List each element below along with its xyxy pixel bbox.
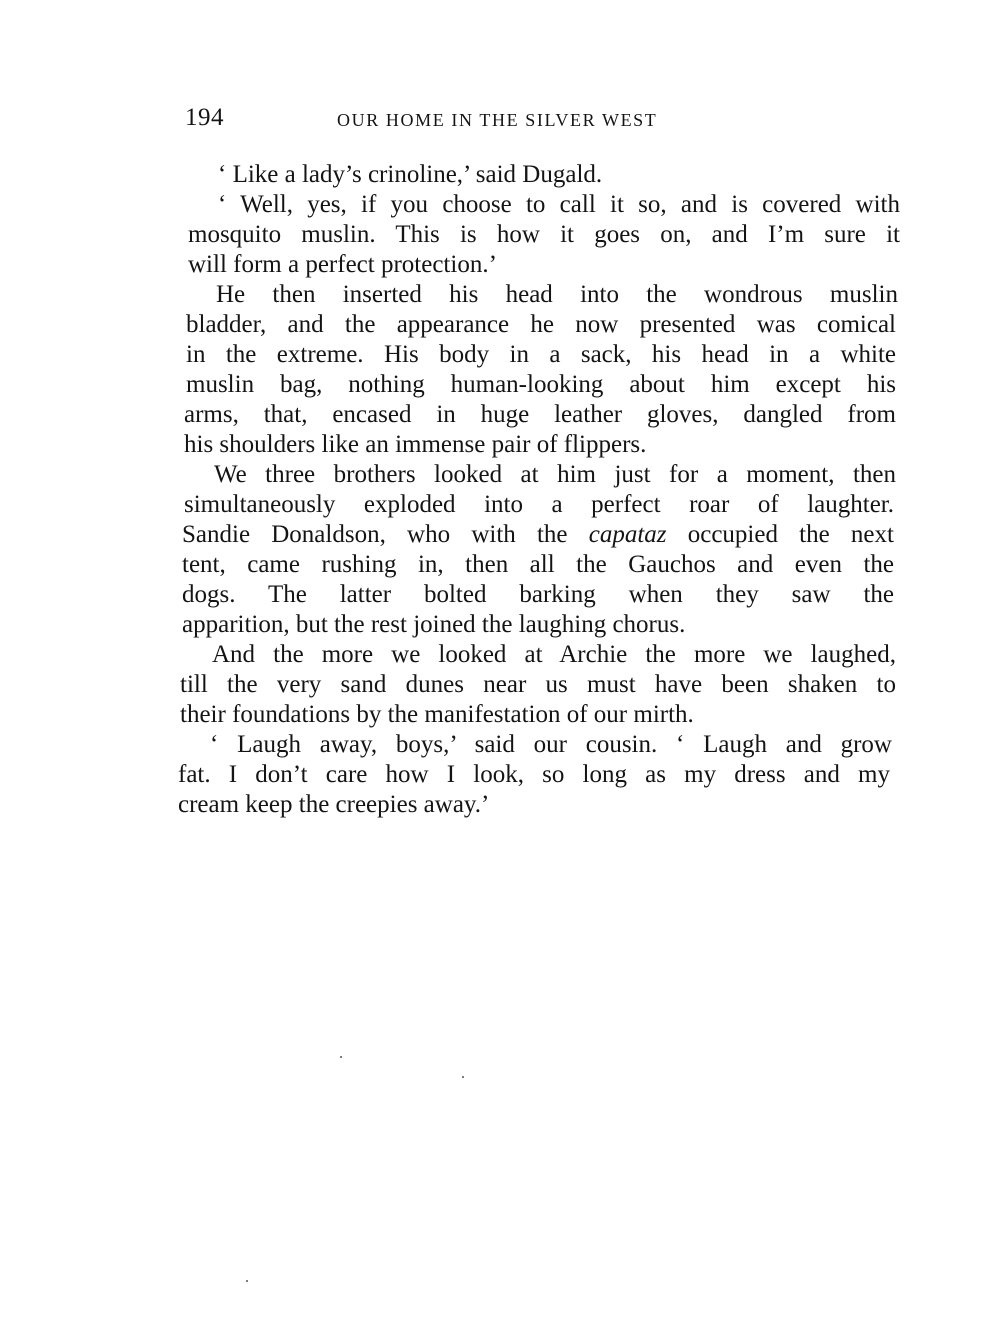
text-line: ‘ Like a lady’s crinoline,’ said Dugald. <box>218 161 603 188</box>
italic-term: capataz <box>588 521 667 548</box>
scan-speck <box>246 1280 248 1282</box>
text-line: muslin bag, nothing human-looking about him except his <box>186 371 896 398</box>
text-line: simultaneously exploded into a perfect roar of laughter. <box>184 491 894 518</box>
text-line: his shoulders like an immense pair of flippers. <box>184 431 647 458</box>
scan-speck <box>340 1056 342 1058</box>
text-line: in the extreme. His body in a sack, his head in a white <box>186 341 896 368</box>
text-line: We three brothers looked at him just for a moment, then <box>214 461 896 488</box>
scan-speck <box>462 1076 464 1078</box>
text-line: bladder, and the appearance he now presented was comical <box>186 311 896 338</box>
text-line: And the more we looked at Archie the more we laughed, <box>212 641 896 668</box>
page-header <box>185 104 745 136</box>
text-line <box>182 520 894 550</box>
text-line: till the very sand dunes near us must have been shaken to <box>180 671 896 698</box>
text-segment: occupied the next <box>666 521 894 548</box>
body-text <box>178 160 898 820</box>
text-line: arms, that, encased in huge leather gloves, dangled from <box>184 401 896 428</box>
text-line: ‘ Laugh away, boys,’ said our cousin. ‘ Laugh and grow <box>210 731 892 758</box>
text-segment: Sandie Donaldson, who with the <box>182 521 589 548</box>
text-line: dogs. The latter bolted barking when they saw the <box>182 581 894 608</box>
text-line: mosquito muslin. This is how it goes on, and I’m sure it <box>188 221 900 248</box>
text-line: tent, came rushing in, then all the Gauchos and even the <box>182 551 894 578</box>
running-title: OUR HOME IN THE SILVER WEST <box>337 110 658 130</box>
text-line: their foundations by the manifestation of our mirth. <box>180 701 694 728</box>
text-line: apparition, but the rest joined the laughing chorus. <box>182 611 686 638</box>
text-line: cream keep the creepies away.’ <box>178 791 490 818</box>
text-line: fat. I don’t care how I look, so long as my dress and my <box>178 761 890 788</box>
text-line: ‘ Well, yes, if you choose to call it so, and is covered with <box>218 191 900 218</box>
text-line: He then inserted his head into the wondrous muslin <box>216 281 898 308</box>
text-line: will form a perfect protection.’ <box>188 251 497 278</box>
page-number: 194 <box>185 104 224 131</box>
